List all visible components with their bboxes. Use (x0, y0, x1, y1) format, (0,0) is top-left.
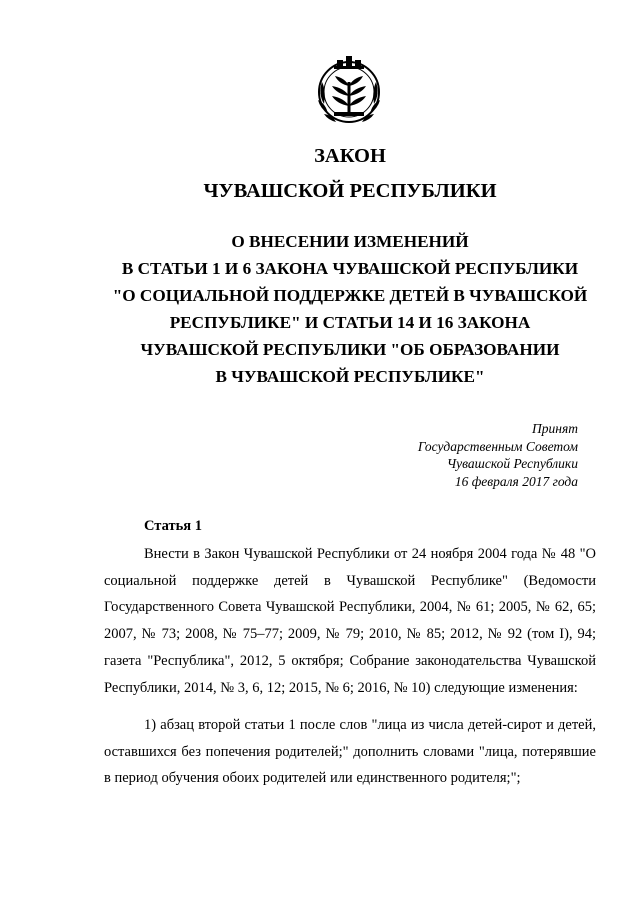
subtitle-line: ЧУВАШСКОЙ РЕСПУБЛИКИ "ОБ ОБРАЗОВАНИИ (140, 340, 560, 359)
subtitle-line: В СТАТЬИ 1 И 6 ЗАКОНА ЧУВАШСКОЙ РЕСПУБЛИКИ (121, 259, 579, 278)
adoption-line: Государственным Советом (417, 438, 578, 454)
chuvash-republic-emblem-icon (310, 52, 388, 130)
subtitle-line: О ВНЕСЕНИИ ИЗМЕНЕНИЙ (231, 232, 469, 251)
adoption-line: Принят (532, 421, 578, 436)
article-paragraph: Внести в Закон Чувашской Республики от 24 ноября 2004 года № 48 "О социальной поддержке детей в Чувашской Республике" (Ведомости Государственного Совета Чувашской Республики, 2004, № 61; 2005, № 62, 65; 2007, № 73; 2008, № 75–77; 2009, № 79; 2010, № 85; 2012, № 92 (том I), 94; газета "Республика", 2012, 5 октября; Собрание законодательства Чувашской Республики, 2014, № 3, 6, 12; 2015, № 6; 2016, № 10) следующие изменения: (104, 546, 596, 696)
subtitle-line: РЕСПУБЛИКЕ" И СТАТЬИ 14 И 16 ЗАКОНА (169, 313, 531, 332)
article-paragraph: 1) абзац второй статьи 1 после слов "лица из числа детей-сирот и детей, оставшихся без попечения родителей;" дополнить словами "лица, потерявшие в период обучения обоих родителей или единственного родителя;"; (104, 717, 596, 787)
subtitle-line: В ЧУВАШСКОЙ РЕСПУБЛИКЕ" (215, 367, 485, 386)
law-subtitle (85, 228, 615, 390)
law-republic-title: ЧУВАШСКОЙ РЕСПУБЛИКИ (203, 180, 497, 202)
adoption-date: 16 февраля 2017 года (454, 473, 578, 489)
adoption-note (418, 420, 578, 490)
article-heading: Статья 1 (144, 518, 202, 534)
adoption-line: Чувашской Республики (446, 456, 578, 471)
subtitle-line: "О СОЦИАЛЬНОЙ ПОДДЕРЖКЕ ДЕТЕЙ В ЧУВАШСКОЙ (112, 286, 588, 305)
law-title: ЗАКОН (314, 145, 386, 167)
